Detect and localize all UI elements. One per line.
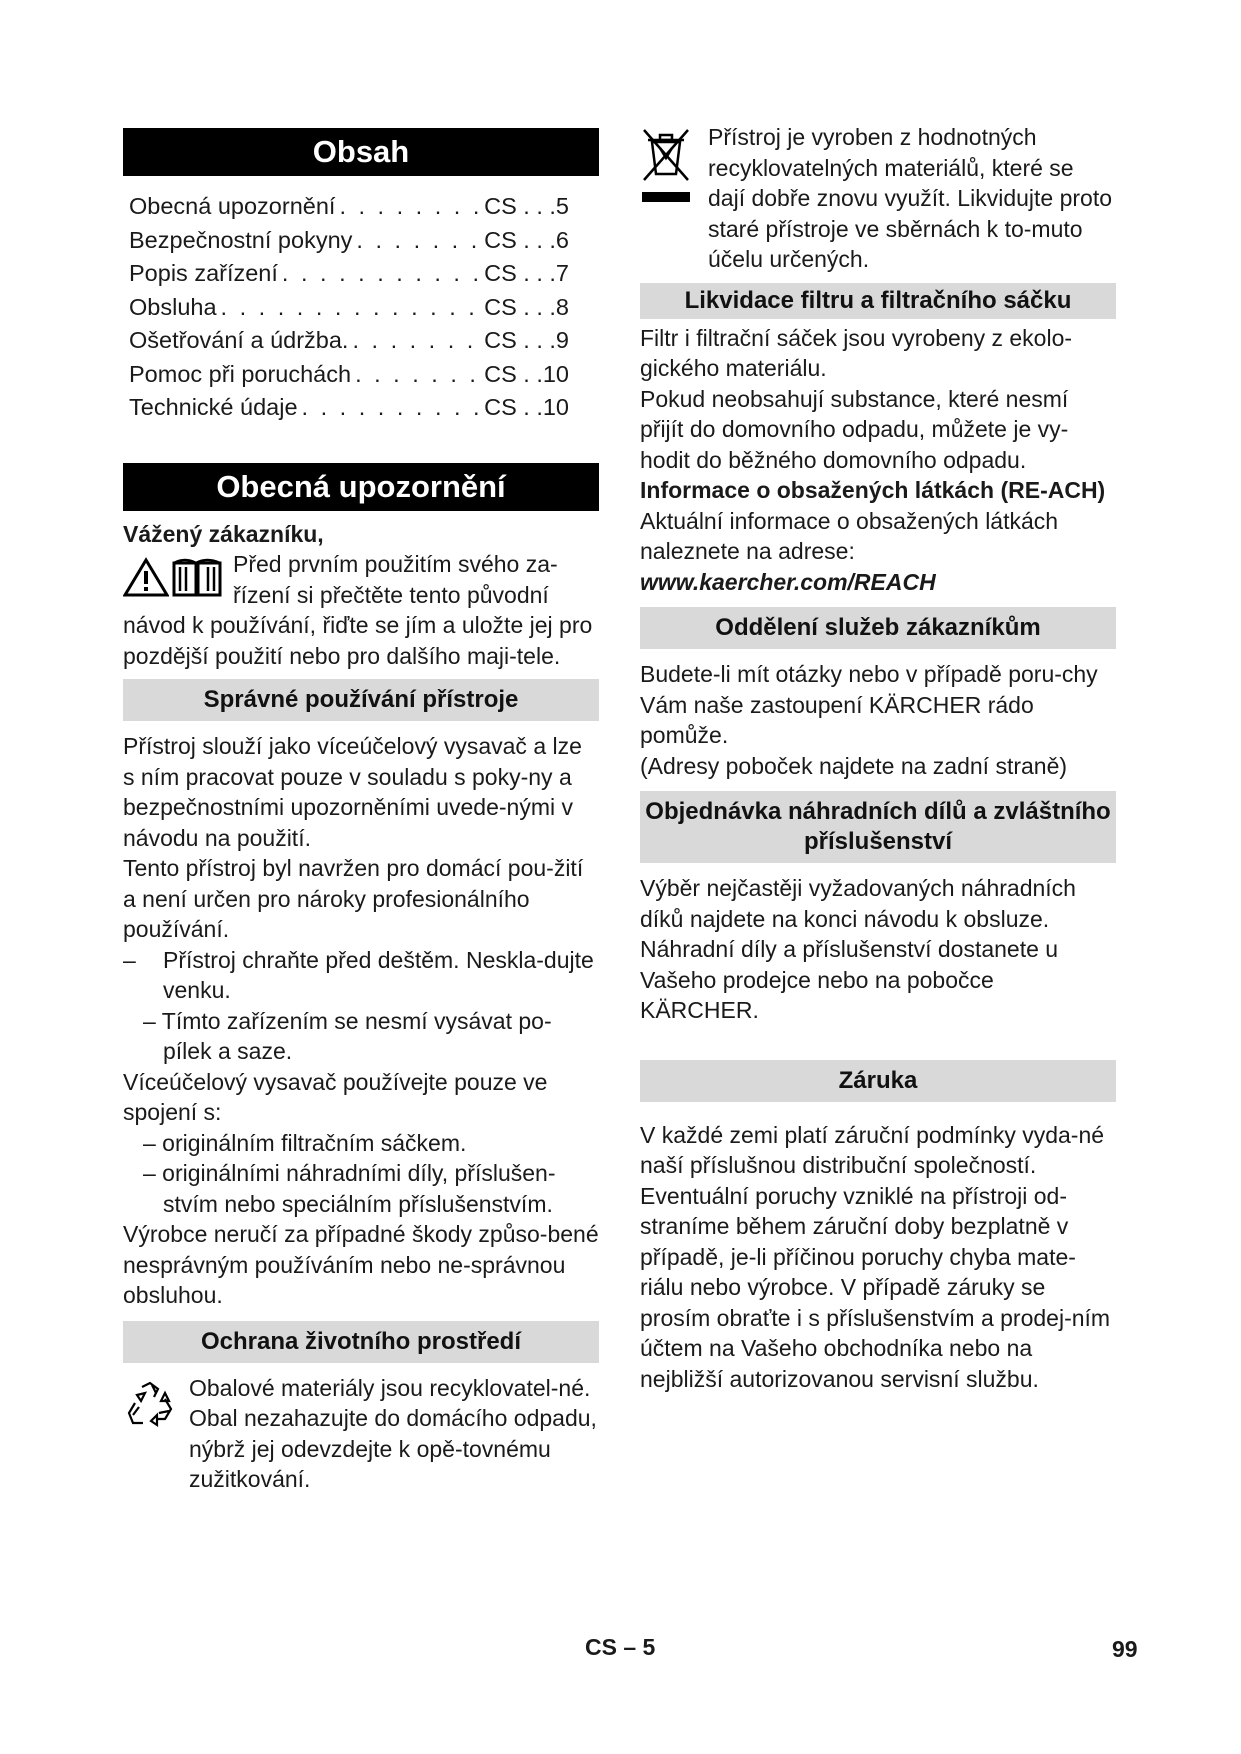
reach-heading: Informace o obsažených látkách (RE-ACH) xyxy=(640,477,1106,503)
page-number: 99 xyxy=(1112,1636,1138,1662)
toc-leader xyxy=(335,190,484,224)
toc-entry-label: Pomoc při poruchách xyxy=(129,360,352,387)
customer-service-p2: (Adresy poboček najdete na zadní straně) xyxy=(640,752,1068,779)
general-notes-title: Obecná upozornění xyxy=(123,463,599,511)
intro-line-1: Před prvním použitím svého za- xyxy=(233,551,558,577)
list-dash: – xyxy=(123,946,136,973)
environment-title: Ochrana životního prostředí xyxy=(123,1321,599,1363)
toc-entry-label: Obecná upozornění xyxy=(129,193,336,219)
toc-entry-page: CS . .10 xyxy=(484,360,569,387)
toc-entry[interactable] xyxy=(129,190,599,224)
toc-leader xyxy=(217,291,485,325)
warning-triangle-icon xyxy=(123,557,169,597)
toc-leader xyxy=(278,257,484,291)
packaging-text: Obalové materiály jsou recyklovatel-né. Obal nezahazujte do domácího odpadu, nýbrž jej odevzdejte k opě-tovnému zužitkování. xyxy=(189,1374,597,1492)
toc-entry[interactable] xyxy=(129,224,599,258)
toc-entry-page: CS . .10 xyxy=(484,394,569,420)
toc-entry-label: Obsluha xyxy=(129,293,217,320)
toc-entry-label: Technické údaje xyxy=(129,394,298,420)
proper-use-title: Správné používání přístroje xyxy=(123,679,599,721)
left-column xyxy=(123,128,599,1495)
toc-leader xyxy=(298,391,485,425)
spare-parts-title: Objednávka náhradních dílů a zvláštního příslušenství xyxy=(640,791,1116,863)
proper-use-p2: Tento přístroj byl navržen pro domácí pou-žití a není určen pro nároky profesionálního používání. xyxy=(123,855,584,942)
toc-leader xyxy=(348,324,484,358)
greeting: Vážený zákazníku, xyxy=(123,520,324,547)
toc-entry-page: CS . . .7 xyxy=(484,260,569,286)
reach-link[interactable]: www.kaercher.com/REACH xyxy=(640,568,936,595)
toc-entry-label: Ošetřování a údržba. xyxy=(129,327,349,353)
warranty-title: Záruka xyxy=(640,1060,1116,1102)
toc-leader xyxy=(352,224,484,258)
toc-entry-label: Popis zařízení xyxy=(129,260,278,286)
toc-entry-page: CS . . .6 xyxy=(484,226,569,253)
right-column xyxy=(640,122,1116,1394)
read-manual-notice xyxy=(123,549,599,610)
toc-entry-page: CS . . .5 xyxy=(484,193,569,219)
warning-manual-icons xyxy=(123,557,223,599)
section-page-label: CS – 5 xyxy=(585,1634,656,1660)
toc-entry-page: CS . . .8 xyxy=(484,293,569,320)
filter-p2: Pokud neobsahují substance, které nesmí přijít do domovního odpadu, můžete je vy-hodit do běžného domovního odpadu. xyxy=(640,385,1069,473)
toc-entry[interactable] xyxy=(129,324,599,358)
spare-parts-p1: Výběr nejčastěji vyžadovaných náhradních díků najdete na konci návodu k obsluze. xyxy=(640,875,1076,932)
list-item: – Tímto zařízením se nesmí vysávat po-pílek a saze. xyxy=(143,1007,552,1064)
packaging-notice xyxy=(123,1373,599,1495)
list-item: – originálními náhradními díly, příslušen-stvím nebo speciálním příslušenstvím. xyxy=(143,1160,556,1217)
toc-entry[interactable] xyxy=(129,257,599,291)
toc-entry[interactable] xyxy=(129,291,599,325)
spare-parts-p2: Náhradní díly a příslušenství dostanete u Vašeho prodejce nebo na pobočce KÄRCHER. xyxy=(640,936,1059,1023)
read-manual-book-icon xyxy=(171,557,223,599)
filter-disposal-title: Likvidace filtru a filtračního sáčku xyxy=(640,283,1116,319)
intro-text-top xyxy=(233,549,558,610)
crossed-bin-icon xyxy=(640,126,692,206)
customer-service-title: Oddělení služeb zákazníkům xyxy=(640,607,1116,649)
proper-use-p4: Výrobce neručí za případné škody způso-bené nesprávným používáním nebo ne-správnou obsluhou. xyxy=(123,1221,599,1308)
warranty-text: V každé zemi platí záruční podmínky vyda-né naší příslušnou distribuční společností. Eventuální poruchy vzniklé na přístroji od-straníme během záruční doby bezplatně v případě, je-li příčinou poruchy chyba mate-riálu nebo výrobce. V případě záruky se prosím obraťte i s příslušenstvím a prodej-ním účtem na Vašeho obchodníka nebo na nejbližší autorizovanou servisní službu. xyxy=(640,1121,1111,1392)
device-disposal-notice xyxy=(640,122,1116,275)
intro-text-rest: návod k používání, řiďte se jím a uložte jej pro pozdější použití nebo pro dalšího maji-tele. xyxy=(123,612,593,669)
toc-entry[interactable] xyxy=(129,358,599,392)
list-item-text: Přístroj chraňte před deštěm. Neskla-dujte venku. xyxy=(163,946,594,1003)
device-disposal-text: Přístroj je vyroben z hodnotných recyklovatelných materiálů, které se dají dobře znovu využít. Likvidujte proto staré přístroje ve sběrnách k to-muto účelu určených. xyxy=(708,124,1113,272)
toc-entry-page: CS . . .9 xyxy=(484,327,569,353)
proper-use-p1: Přístroj slouží jako víceúčelový vysavač a lze s ním pracovat pouze v souladu s poky-ny a bezpečnostními upozorněními uvede-nými v návodu na použití. xyxy=(123,733,582,851)
toc-title: Obsah xyxy=(123,128,599,176)
toc-entry-label: Bezpečnostní pokyny xyxy=(129,226,353,253)
recycling-icon xyxy=(125,1379,175,1429)
table-of-contents xyxy=(123,176,599,425)
intro-line-2: řízení si přečtěte tento původní xyxy=(233,581,549,608)
toc-leader xyxy=(351,358,484,392)
toc-entry[interactable] xyxy=(129,391,599,425)
filter-p1: Filtr i filtrační sáček jsou vyrobeny z ekolo-gického materiálu. xyxy=(640,324,1073,381)
customer-service-p1: Budete-li mít otázky nebo v případě poru-chy Vám naše zastoupení KÄRCHER rádo pomůže. xyxy=(640,661,1098,748)
list-item: – originálním filtračním sáčkem. xyxy=(143,1129,467,1156)
proper-use-p3: Víceúčelový vysavač používejte pouze ve spojení s: xyxy=(123,1068,548,1125)
filter-p3: Aktuální informace o obsažených látkách naleznete na adrese: xyxy=(640,507,1059,564)
list-item xyxy=(123,945,599,1006)
